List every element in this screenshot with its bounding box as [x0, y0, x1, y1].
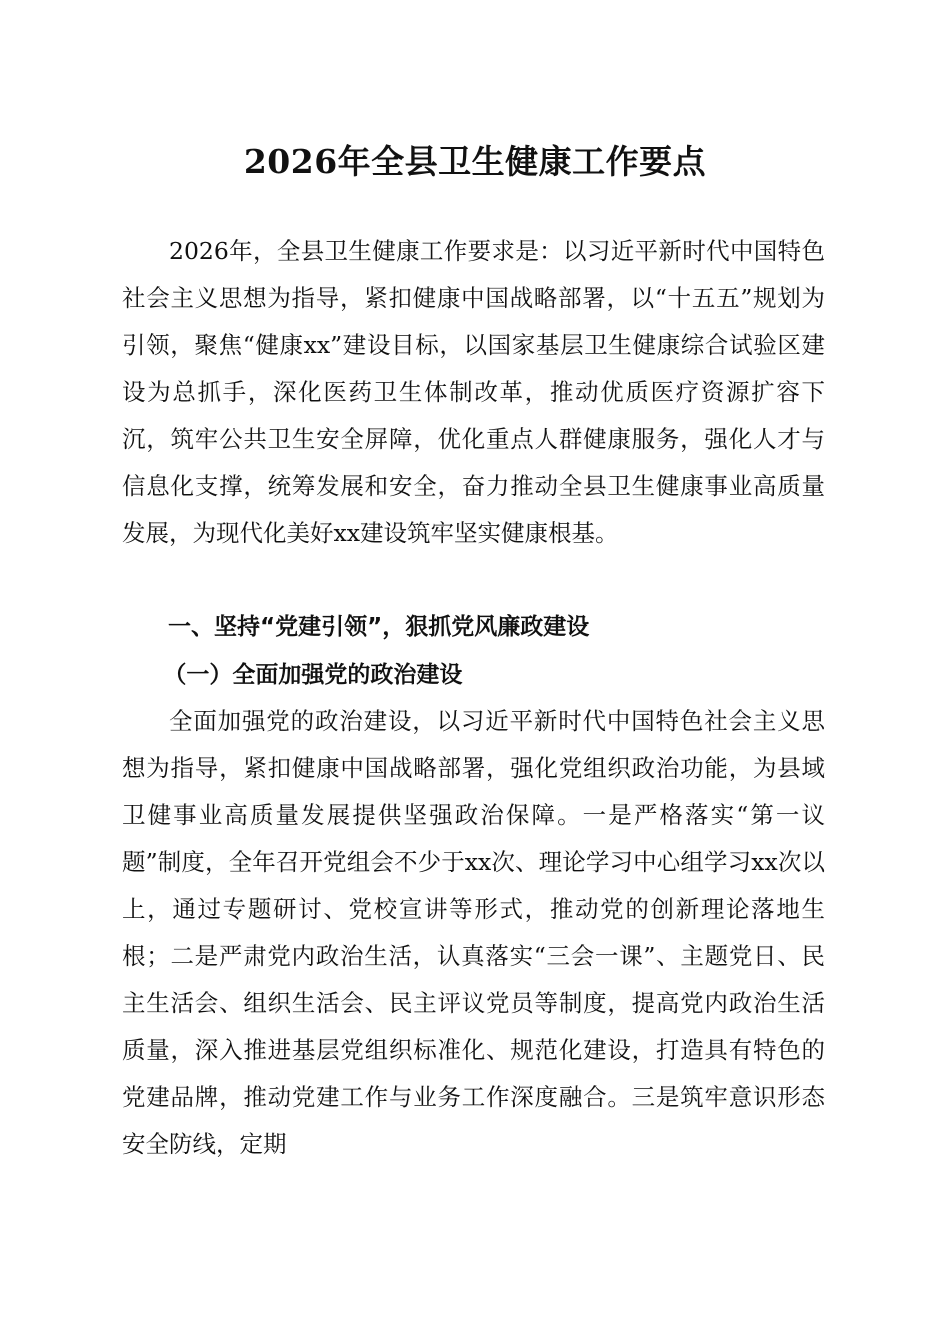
subsection-heading: （一）全面加强党的政治建设 — [163, 661, 463, 688]
intro-paragraph: 2026年，全县卫生健康工作要求是：以习近平新时代中国特色社会主义思想为指导，紧扣健康中国战略部署，以“十五五”规划为引领，聚焦“健康xx”建设目标，以国家基层卫生健康综合试验区建设为总抓手，深化医药卫生体制改革，推动优质医疗资源扩容下沉，筑牢公共卫生安全屏障，优化重点人群健康服务，强化人才与信息化支撑，统筹发展和安全，奋力推动全县卫生健康事业高质量发展，为现代化美好xx建设筑牢坚实健康根基。 — [122, 237, 825, 547]
section-heading: 一、坚持“党建引领”，狠抓党风廉政建设 — [168, 614, 590, 640]
subsection-paragraph: 全面加强党的政治建设，以习近平新时代中国特色社会主义思想为指导，紧扣健康中国战略部署，强化党组织政治功能，为县域卫健事业高质量发展提供坚强政治保障。一是严格落实“第一议题”制度，全年召开党组会不少于xx次、理论学习中心组学习xx次以上，通过专题研讨、党校宣讲等形式，推动党的创新理论落地生根；二是严肃党内政治生活，认真落实“三会一课”、主题党日、民主生活会、组织生活会、民主评议党员等制度，提高党内政治生活质量，深入推进基层党组织标准化、规范化建设，打造具有特色的党建品牌，推动党建工作与业务工作深度融合。三是筑牢意识形态安全防线，定期 — [122, 707, 825, 1158]
document-body — [122, 228, 825, 1168]
document-title: 2026年全县卫生健康工作要点 — [243, 142, 707, 181]
